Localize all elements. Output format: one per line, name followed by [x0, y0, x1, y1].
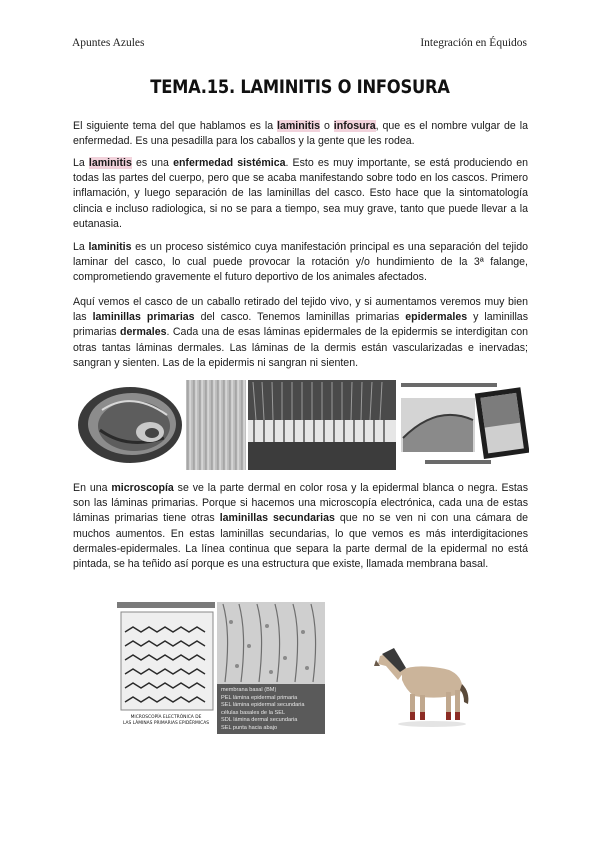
figure-caption-line2: LAS LÁMINAS PRIMARIAS EPIDÉRMICAS — [122, 720, 210, 726]
bold-term: laminitis — [88, 241, 132, 253]
legend-item — [221, 687, 321, 695]
paragraph-microscopy — [73, 481, 528, 572]
bold-term: enfermedad sistémica — [173, 157, 286, 169]
header-left: Apuntes Azules — [72, 37, 145, 49]
legend-key: SDL — [221, 717, 232, 724]
legend-key: SEL — [221, 702, 232, 709]
bold-term: dermales — [120, 326, 167, 339]
legend-item — [221, 717, 321, 725]
histology-photo — [217, 602, 325, 684]
legend-item — [221, 725, 321, 733]
lamellae-interface-photo — [248, 380, 396, 470]
bold-term: epidermales — [405, 311, 468, 324]
text: La — [73, 157, 89, 169]
legend-text: lámina epidermal primaria — [232, 694, 298, 701]
text: El siguiente tema del que hablamos es la — [73, 120, 278, 132]
paragraph-laminae — [73, 295, 528, 371]
text: es una — [131, 157, 174, 169]
legend-item — [221, 710, 321, 718]
text: , que es el nombre vulgar de la enfermedad. Es una pesadilla para los caballos y la gente que les rodea. — [73, 120, 528, 148]
legend-text: células basales de la SEL — [221, 709, 286, 716]
lamellae-closeup-photo — [186, 380, 246, 470]
paragraph-systemic — [73, 156, 528, 232]
bold-term: microscopía — [111, 482, 174, 494]
legend-key: PEL — [221, 694, 232, 701]
text: . Esto es muy importante, se está produciendo en todas las partes del cuerpo, pero que se acaba manifestando sobre todo en los cascos. Primero inflamación, y luego separación de las laminillas del casco. Esto hace que la sintomatología clincia e incluso radiologica, si no se para a tiempo, sea muy grave, tanto que puede llevar a la eutanasia. — [73, 157, 528, 230]
text: que no se ven ni con una cámara de muchos aumentos. En estas laminillas secundarias, lo que vemos es más interdigitaciones dermales-epidermales. La línea continua que separa la parte dermal de la epidermal no está pintada, se ha teñido así porque es una estructura que existe, llamada membrana basal. — [73, 512, 528, 571]
page-title: TEMA.15. LAMINITIS O INFOSURA — [150, 76, 450, 98]
legend-text: SEL punta hacia abajo — [221, 724, 278, 731]
text: se ve la parte dermal en color rosa y la epidermal blanca o negra. Estas son las láminas primarias. Porque si hacemos una microscopía electrónica, cada una de estas láminas primarias tiene otras — [73, 482, 528, 525]
text: es un proceso sistémico cuya manifestación principal es una separación del tejido laminar del casco, lo cual puede provocar la rotación y/o hundimiento de la 3ª falange, comprometiendo gravemente el futuro deportivo de los animales afectados. — [73, 241, 528, 284]
text: del casco. Tenemos laminillas primarias — [194, 311, 406, 324]
figure-caption-line1: MICROSCOPÍA ELECTRÓNICA DE — [130, 715, 202, 720]
paragraph-process — [73, 240, 528, 286]
highlight-term: laminitis — [277, 120, 321, 132]
text: Aquí vemos el casco de un caballo retirado del tejido vivo, y si aumentamos veremos muy bien las — [73, 296, 528, 324]
text: o — [320, 120, 334, 132]
highlight-term: infosura — [333, 120, 376, 132]
legend-item — [221, 702, 321, 710]
text: La — [73, 241, 89, 253]
hoof-section-photo — [72, 380, 182, 470]
legend-text: lámina dermal secundaria — [233, 717, 298, 724]
hoof-diagram-photo — [399, 380, 529, 470]
text: y laminillas primarias — [73, 311, 528, 339]
text: . Cada una de esas láminas epidermales de la epidermis se interdigitan con otras tantas láminas dermales. Las láminas de la dermis están vascularizadas e inervadas; sangran y sienten. Las de la epidermis ni sangran ni sienten. — [73, 326, 528, 369]
header-right: Integración en Équidos — [420, 37, 527, 49]
highlight-term: laminitis — [88, 157, 132, 169]
bold-term: laminillas secundarias — [219, 512, 335, 525]
bold-term: laminillas primarias — [92, 311, 195, 324]
electron-microscopy-figure — [117, 602, 215, 732]
legend-text: lámina epidermal secundaria — [232, 702, 305, 709]
horse-figurine-photo — [370, 640, 480, 730]
figure-legend — [217, 684, 325, 734]
paragraph-intro — [73, 119, 528, 149]
text: En una — [73, 482, 112, 494]
legend-text: membrana basal (BM) — [221, 687, 277, 693]
legend-item — [221, 695, 321, 703]
